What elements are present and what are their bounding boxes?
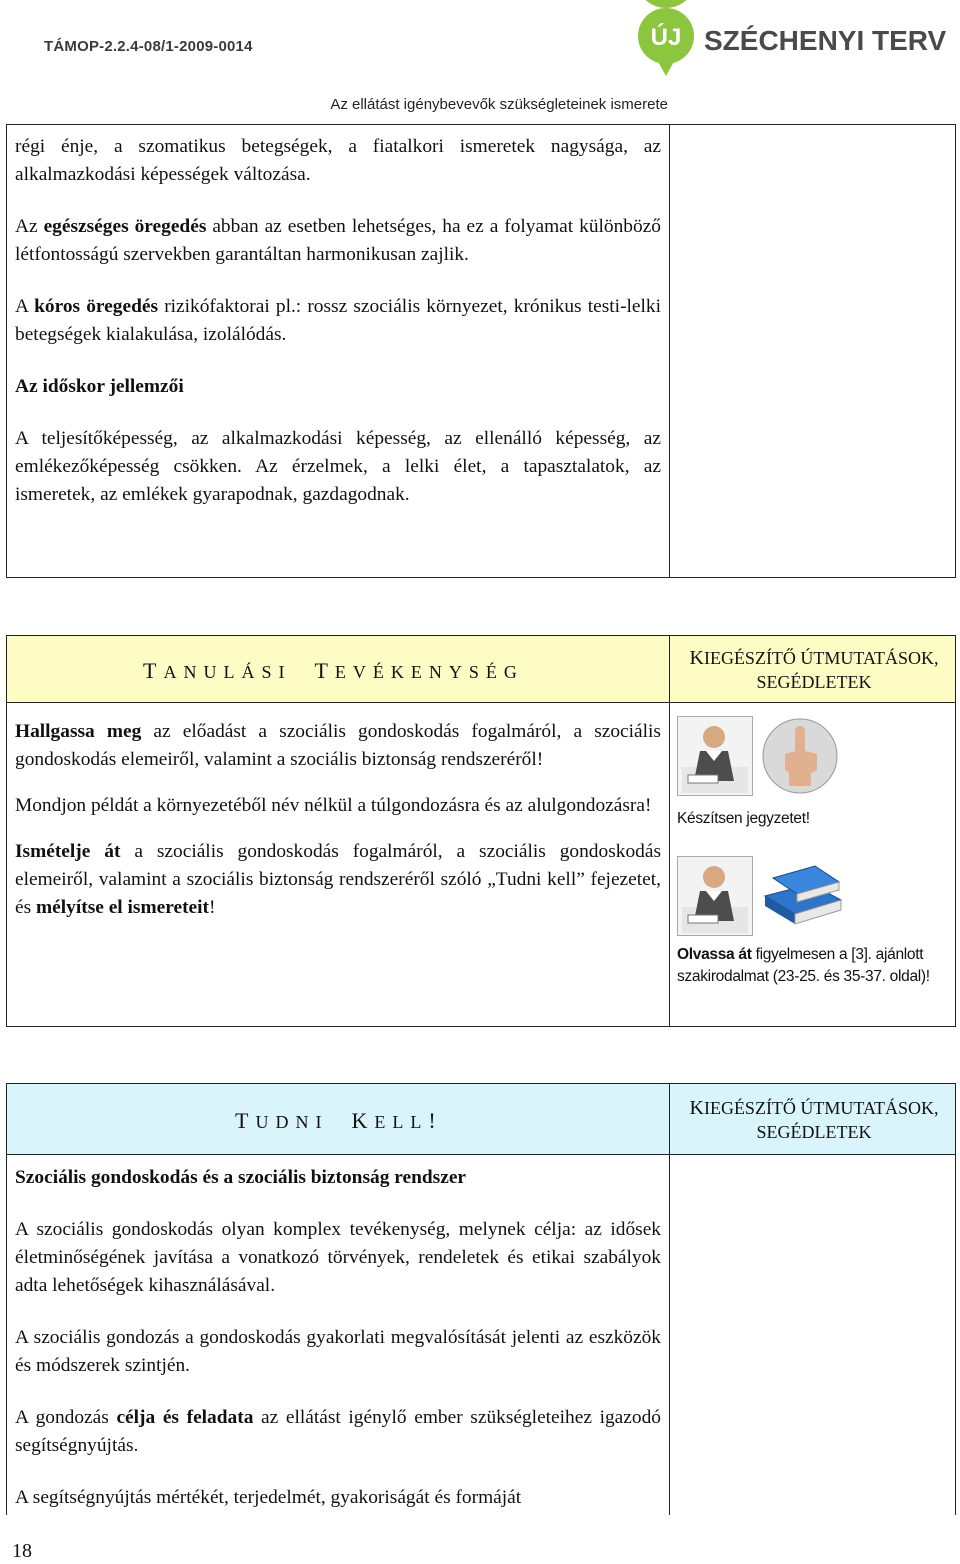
books-icon <box>759 856 845 932</box>
paragraph: Ismételje át a szociális gondoskodás fogalmáról, a szociális gondoskodás elemeiről, valamint a szociális biztonság rendszeréről szóló „Tudni kell” fejezetet, és mélyítse el ismereteit! <box>15 841 661 918</box>
box2-text <box>15 718 661 922</box>
paragraph: Hallgassa meg az előadást a szociális gondoskodás fogalmáról, a szociális gondoskodás elemeiről, valamint a szociális biztonság rendszeréről! <box>15 721 661 770</box>
paragraph: A szociális gondozás a gondoskodás gyakorlati megvalósítását jelenti az eszközök és módszerek szintjén. <box>15 1327 661 1376</box>
paragraph: A kóros öregedés rizikófaktorai pl.: rossz szociális környezet, krónikus testi-lelki betegségek kialakulása, izolálódás. <box>15 296 661 345</box>
szechenyi-terv-logo <box>632 6 947 76</box>
logo-new-text: ÚJ <box>650 24 682 51</box>
column-divider <box>669 1084 670 1515</box>
section-title: Az ellátást igénybevevők szükségleteinek ismerete <box>330 96 668 113</box>
paragraph: A szociális gondoskodás olyan komplex tevékenység, melynek célja: az idősek életminőségének javítása a vonatkozó törvények, rendeletek és etikai szabályok adta lehetőségek kihasználásával. <box>15 1219 661 1296</box>
box3-text <box>15 1164 661 1512</box>
learning-activity-box <box>6 635 956 1027</box>
paragraph: A teljesítőképesség, az alkalmazkodási képesség, az ellenálló képesség, az emlékezőképesség csökken. Az érzelmek, a lelki élet, a tapasztalatok, az ismeretek, az emlékek gyarapodnak, gazdagodnak. <box>15 428 661 505</box>
side-column-title: KIEGÉSZÍTŐ ÚTMUTATÁSOK, SEGÉDLETEK <box>689 647 939 692</box>
logo-brand-text: SZÉCHENYI TERV <box>704 25 947 56</box>
side-column-title: KIEGÉSZÍTŐ ÚTMUTATÁSOK, SEGÉDLETEK <box>689 1097 939 1142</box>
thinking-man-icon <box>677 856 753 936</box>
project-code: TÁMOP-2.2.4-08/1-2009-0014 <box>44 38 253 55</box>
pointing-finger-icon <box>759 716 841 796</box>
note-take-notes: Készítsen jegyzetet! <box>677 810 810 827</box>
box1-text <box>15 133 661 509</box>
must-know-box <box>6 1083 956 1515</box>
paragraph: A gondozás célja és feladata az ellátást igénylő ember szükségleteihez igazodó segítségnyújtás. <box>15 1407 661 1456</box>
subheading: Az időskor jellemzői <box>15 376 184 397</box>
content-box-1 <box>6 124 956 578</box>
paragraph: régi énje, a szomatikus betegségek, a fiatalkori ismeretek nagysága, az alkalmazkodási képességek változása. <box>15 136 661 185</box>
box-title: TANULÁSI TEVÉKENYSÉG <box>143 658 524 683</box>
thinking-man-icon <box>677 716 753 796</box>
column-divider <box>669 125 670 577</box>
paragraph: Mondjon példát a környezetéből név nélkül a túlgondozásra és az alulgondozásra! <box>15 795 652 816</box>
column-divider <box>669 636 670 1026</box>
note-read-literature: Olvassa át figyelmesen a [3]. ajánlott szakirodalmat (23-25. és 35-37. oldal)! <box>677 946 930 985</box>
page-number: 18 <box>12 1540 32 1562</box>
box-title: TUDNI KELL! <box>235 1108 443 1133</box>
subheading: Szociális gondoskodás és a szociális biztonság rendszer <box>15 1167 467 1188</box>
paragraph: Az egészséges öregedés abban az esetben lehetséges, ha ez a folyamat különböző létfontosságú szervekben garantáltan harmonikusan zajlik. <box>15 216 661 265</box>
paragraph: A segítségnyújtás mértékét, terjedelmét, gyakoriságát és formáját <box>15 1487 522 1508</box>
